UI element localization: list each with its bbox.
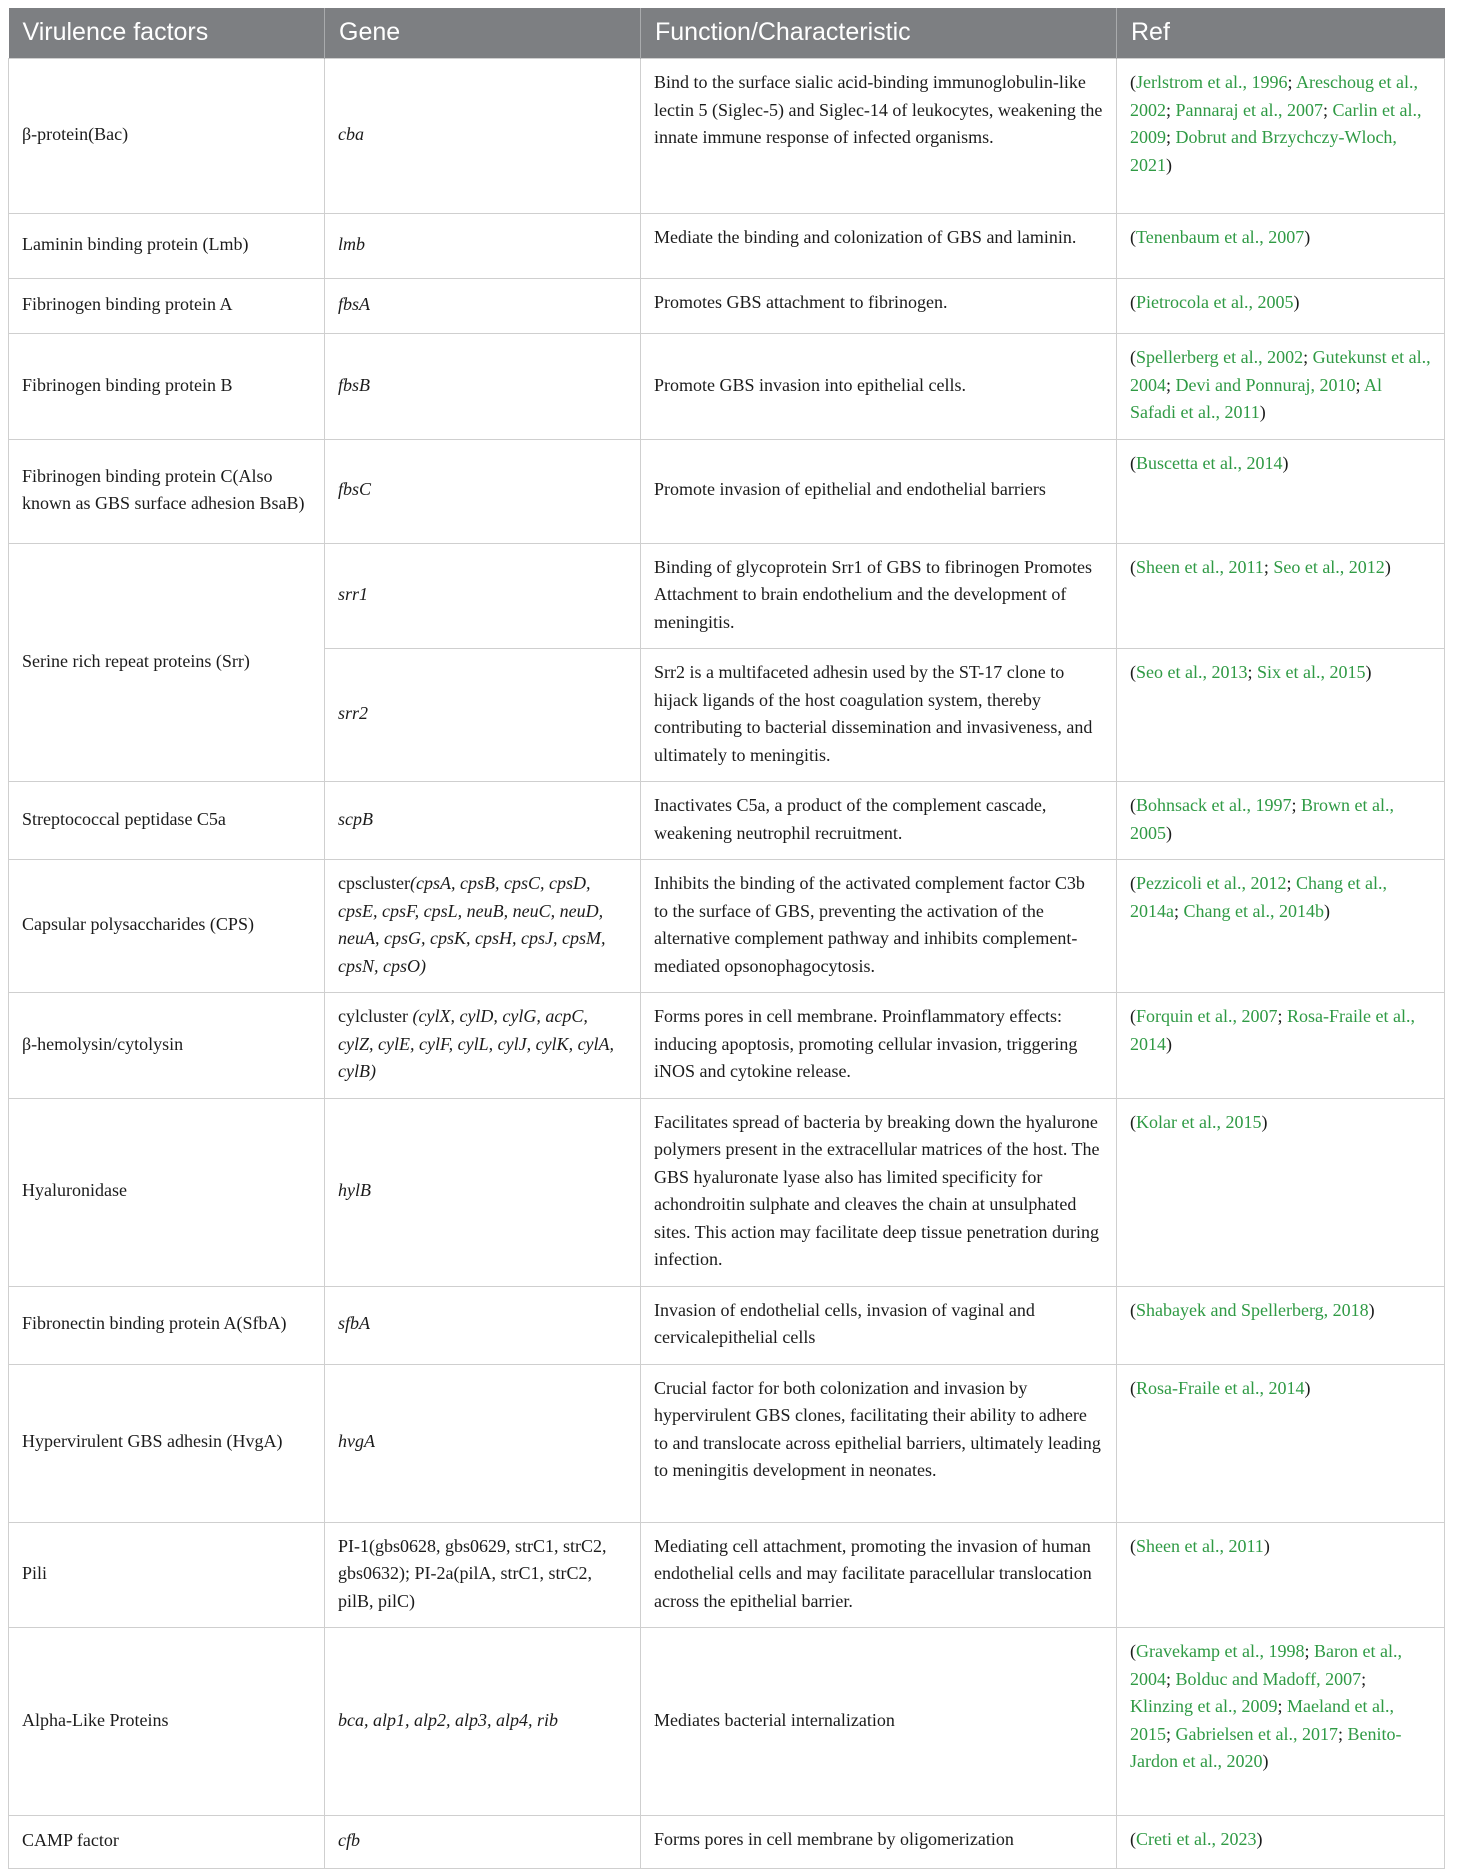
gene-cell: srr1 <box>325 543 641 649</box>
table-row <box>9 782 1445 860</box>
function-cell: Srr2 is a multifaceted adhesin used by the ST-17 clone to hijack ligands of the host coagulation system, thereby contributing to bacterial dissemination and invasiveness, and ultimately to meningitis. <box>641 649 1117 782</box>
factor-cell: Pili <box>9 1522 325 1628</box>
table-row <box>9 860 1445 993</box>
citation-link[interactable]: Maeland et al., 2015 <box>1130 1696 1394 1744</box>
header-virulence-factors: Virulence factors <box>9 8 325 59</box>
citation-link[interactable]: Gutekunst et al., 2004 <box>1130 347 1431 395</box>
gene-cell: fbsB <box>325 334 641 440</box>
gene-cell: srr2 <box>325 649 641 782</box>
factor-cell: Fibrinogen binding protein A <box>9 279 325 334</box>
function-cell: Binding of glycoprotein Srr1 of GBS to fibrinogen Promotes Attachment to brain endothelium and the development of meningitis. <box>641 543 1117 649</box>
gene-cell: hylB <box>325 1098 641 1286</box>
ref-cell: (Spellerberg et al., 2002; Gutekunst et al., 2004; Devi and Ponnuraj, 2010; Al Safadi et al., 2011) <box>1117 334 1445 440</box>
citation-link[interactable]: Areschoug et al., 2002 <box>1130 72 1418 120</box>
function-cell: Inactivates C5a, a product of the complement cascade, weakening neutrophil recruitment. <box>641 782 1117 860</box>
citation-link[interactable]: Forquin et al., 2007 <box>1136 1006 1278 1026</box>
table-row <box>9 1364 1445 1522</box>
factor-cell: Laminin binding protein (Lmb) <box>9 214 325 279</box>
factor-cell: Hypervirulent GBS adhesin (HvgA) <box>9 1364 325 1522</box>
header-ref: Ref <box>1117 8 1445 59</box>
ref-cell: (Jerlstrom et al., 1996; Areschoug et al., 2002; Pannaraj et al., 2007; Carlin et al., 2009; Dobrut and Brzychczy-Wloch, 2021) <box>1117 59 1445 214</box>
ref-cell: (Gravekamp et al., 1998; Baron et al., 2004; Bolduc and Madoff, 2007; Klinzing et al., 2009; Maeland et al., 2015; Gabrielsen et al., 2017; Benito-Jardon et al., 2020) <box>1117 1628 1445 1816</box>
table-row <box>9 1522 1445 1628</box>
table-row <box>9 1098 1445 1286</box>
ref-cell: (Buscetta et al., 2014) <box>1117 439 1445 543</box>
gene-cell: cfb <box>325 1816 641 1869</box>
ref-cell: (Rosa-Fraile et al., 2014) <box>1117 1364 1445 1522</box>
table-row <box>9 1816 1445 1869</box>
virulence-factors-table <box>8 8 1445 1869</box>
ref-cell: (Seo et al., 2013; Six et al., 2015) <box>1117 649 1445 782</box>
citation-link[interactable]: Rosa-Fraile et al., 2014 <box>1130 1006 1415 1054</box>
table-row <box>9 334 1445 440</box>
citation-link[interactable]: Bolduc and Madoff, 2007 <box>1175 1668 1362 1689</box>
table-row <box>9 543 1445 649</box>
function-cell: Mediating cell attachment, promoting the invasion of human endothelial cells and may facilitate paracellular translocation across the epithelial barrier. <box>641 1522 1117 1628</box>
citation-link[interactable]: Klinzing et al., 2009 <box>1130 1696 1278 1716</box>
factor-cell: Alpha-Like Proteins <box>9 1628 325 1816</box>
citation-link[interactable]: Seo et al., 2013 <box>1136 662 1248 682</box>
function-cell: Promotes GBS attachment to fibrinogen. <box>641 279 1117 334</box>
function-cell: Facilitates spread of bacteria by breaking down the hyalurone polymers present in the extracellular matrices of the host. The GBS hyaluronate lyase also has limited specificity for achondroitin sulphate and cleaves the chain at unsulphated sites. This action may facilitate deep tissue penetration during infection. <box>641 1098 1117 1286</box>
citation-link[interactable]: Buscetta et al., 2014 <box>1136 452 1283 473</box>
gene-cell: fbsC <box>325 439 641 543</box>
function-cell: Forms pores in cell membrane. Proinflammatory effects: inducing apoptosis, promoting cellular invasion, triggering iNOS and cytokine release. <box>641 993 1117 1099</box>
gene-cell: cylcluster (cylX, cylD, cylG, acpC, cylZ, cylE, cylF, cylL, cylJ, cylK, cylA, cylB) <box>325 993 641 1099</box>
factor-cell: Fibrinogen binding protein C(Also known as GBS surface adhesion BsaB) <box>9 439 325 543</box>
gene-cell: fbsA <box>325 279 641 334</box>
citation-link[interactable]: Devi and Ponnuraj, 2010 <box>1175 374 1356 395</box>
citation-link[interactable]: Tenenbaum et al., 2007 <box>1136 227 1305 247</box>
table-row <box>9 439 1445 543</box>
ref-cell: (Shabayek and Spellerberg, 2018) <box>1117 1286 1445 1364</box>
function-cell: Promote GBS invasion into epithelial cells. <box>641 334 1117 440</box>
gene-cell: scpB <box>325 782 641 860</box>
citation-link[interactable]: Dobrut and Brzychczy-Wloch, 2021 <box>1130 127 1397 175</box>
factor-cell: β-hemolysin/cytolysin <box>9 993 325 1099</box>
function-cell: Bind to the surface sialic acid-binding immunoglobulin-like lectin 5 (Siglec-5) and Siglec-14 of leukocytes, weakening the innate immune response of infected organisms. <box>641 59 1117 214</box>
factor-cell: Streptococcal peptidase C5a <box>9 782 325 860</box>
citation-link[interactable]: Bohnsack et al., 1997 <box>1136 795 1292 815</box>
function-cell: Promote invasion of epithelial and endothelial barriers <box>641 439 1117 543</box>
citation-link[interactable]: Carlin et al., 2009 <box>1130 99 1422 147</box>
citation-link[interactable]: Baron et al., 2004 <box>1130 1641 1402 1689</box>
citation-link[interactable]: Brown et al., 2005 <box>1130 795 1394 843</box>
header-function: Function/Characteristic <box>641 8 1117 59</box>
table-row <box>9 279 1445 334</box>
function-cell: Inhibits the binding of the activated complement factor C3b to the surface of GBS, preventing the activation of the alternative complement pathway and inhibits complement-mediated opsonophagocytosis. <box>641 860 1117 993</box>
ref-cell: (Bohnsack et al., 1997; Brown et al., 2005) <box>1117 782 1445 860</box>
citation-link[interactable]: Shabayek and Spellerberg, 2018 <box>1136 1299 1369 1320</box>
factor-cell: Hyaluronidase <box>9 1098 325 1286</box>
citation-link[interactable]: Kolar et al., 2015 <box>1136 1111 1262 1132</box>
ref-cell: (Sheen et al., 2011; Seo et al., 2012) <box>1117 543 1445 649</box>
citation-link[interactable]: Pannaraj et al., 2007 <box>1175 99 1323 120</box>
ref-cell: (Creti et al., 2023) <box>1117 1816 1445 1869</box>
table-row <box>9 993 1445 1099</box>
citation-link[interactable]: Gabrielsen et al., 2017 <box>1175 1723 1338 1744</box>
citation-link[interactable]: Benito-Jardon et al., 2020 <box>1130 1723 1402 1771</box>
citation-link[interactable]: Gravekamp et al., 1998 <box>1136 1641 1305 1661</box>
citation-link[interactable]: Six et al., 2015 <box>1257 662 1366 682</box>
ref-cell: (Sheen et al., 2011) <box>1117 1522 1445 1628</box>
citation-link[interactable]: Sheen et al., 2011 <box>1136 556 1264 577</box>
table-row <box>9 59 1445 214</box>
citation-link[interactable]: Creti et al., 2023 <box>1136 1829 1257 1849</box>
function-cell: Invasion of endothelial cells, invasion of vaginal and cervicalepithelial cells <box>641 1286 1117 1364</box>
table-row <box>9 1286 1445 1364</box>
ref-cell: (Forquin et al., 2007; Rosa-Fraile et al., 2014) <box>1117 993 1445 1099</box>
table-row <box>9 214 1445 279</box>
table-body <box>9 59 1445 1869</box>
ref-cell: (Pezzicoli et al., 2012; Chang et al., 2014a; Chang et al., 2014b) <box>1117 860 1445 993</box>
table-header <box>9 8 1445 59</box>
gene-cell: sfbA <box>325 1286 641 1364</box>
gene-cell: cpscluster(cpsA, cpsB, cpsC, cpsD, cpsE, cpsF, cpsL, neuB, neuC, neuD, neuA, cpsG, cpsK, cpsH, cpsJ, cpsM, cpsN, cpsO) <box>325 860 641 993</box>
virulence-factors-table-container <box>8 8 1444 1869</box>
gene-cell: bca, alp1, alp2, alp3, alp4, rib <box>325 1628 641 1816</box>
ref-cell: (Pietrocola et al., 2005) <box>1117 279 1445 334</box>
function-cell: Forms pores in cell membrane by oligomerization <box>641 1816 1117 1869</box>
factor-cell: Fibronectin binding protein A(SfbA) <box>9 1286 325 1364</box>
ref-cell: (Tenenbaum et al., 2007) <box>1117 214 1445 279</box>
citation-link[interactable]: Pezzicoli et al., 2012 <box>1136 873 1287 893</box>
gene-cell: PI-1(gbs0628, gbs0629, strC1, strC2, gbs0632); PI-2a(pilA, strC1, strC2, pilB, pilC) <box>325 1522 641 1628</box>
citation-link[interactable]: Rosa-Fraile et al., 2014 <box>1136 1377 1305 1398</box>
header-gene: Gene <box>325 8 641 59</box>
factor-cell: β-protein(Bac) <box>9 59 325 214</box>
function-cell: Mediate the binding and colonization of GBS and laminin. <box>641 214 1117 279</box>
citation-link[interactable]: Sheen et al., 2011 <box>1136 1535 1264 1556</box>
table-row <box>9 1628 1445 1816</box>
ref-cell: (Kolar et al., 2015) <box>1117 1098 1445 1286</box>
function-cell: Crucial factor for both colonization and invasion by hypervirulent GBS clones, facilitating their ability to adhere to and translocate across epithelial barriers, ultimately leading to meningitis development in neonates. <box>641 1364 1117 1522</box>
function-cell: Mediates bacterial internalization <box>641 1628 1117 1816</box>
citation-link[interactable]: Jerlstrom et al., 1996 <box>1136 72 1288 92</box>
factor-cell: Serine rich repeat proteins (Srr) <box>9 543 325 782</box>
header-row <box>9 8 1445 59</box>
factor-cell: CAMP factor <box>9 1816 325 1869</box>
citation-link[interactable]: Chang et al., 2014b <box>1183 900 1324 921</box>
citation-link[interactable]: Spellerberg et al., 2002 <box>1136 347 1304 367</box>
factor-cell: Capsular polysaccharides (CPS) <box>9 860 325 993</box>
citation-link[interactable]: Al Safadi et al., 2011 <box>1130 374 1383 422</box>
citation-link[interactable]: Pietrocola et al., 2005 <box>1136 292 1294 312</box>
factor-cell: Fibrinogen binding protein B <box>9 334 325 440</box>
gene-cell: hvgA <box>325 1364 641 1522</box>
citation-link[interactable]: Seo et al., 2012 <box>1273 556 1385 577</box>
citation-link[interactable]: Chang et al., 2014a <box>1130 873 1387 921</box>
gene-cell: cba <box>325 59 641 214</box>
gene-cell: lmb <box>325 214 641 279</box>
